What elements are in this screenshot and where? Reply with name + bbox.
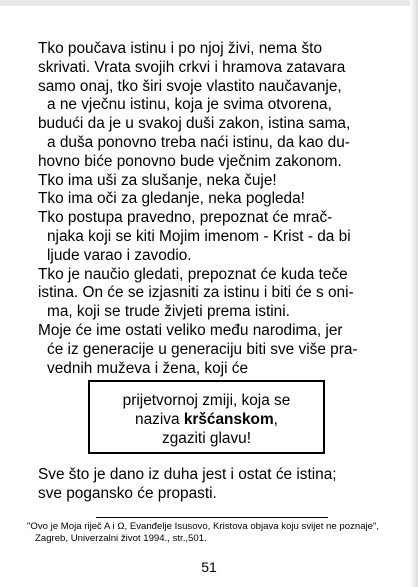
highlight-box: [88, 380, 325, 454]
closing-line: Sve što je dano iz duha jest i ostat će istina;: [38, 466, 337, 483]
footnote-divider: [96, 517, 328, 518]
text-line: vednih muževa i žena, koji će: [47, 359, 249, 377]
page-right-edge: [410, 0, 418, 587]
page-number: 51: [201, 559, 217, 575]
text-line: a duša ponovno treba naći istinu, da kao du-: [47, 133, 350, 151]
box-line-2: [90, 410, 323, 429]
text-line: Tko poučava istinu i po njoj živi, nema što: [38, 40, 323, 57]
text-line: Tko ima oči za gledanje, neka pogleda!: [38, 190, 305, 208]
closing-line: sve pogansko će propasti.: [38, 484, 217, 502]
text-line: ma, koji se trude živjeti prema istini.: [47, 303, 290, 321]
text-line: a ne vječnu istinu, koja je svima otvorena,: [47, 96, 332, 114]
main-text: [38, 40, 380, 378]
text-line: hovno biće ponovno bude vječnim zakonom.: [38, 152, 342, 170]
box-line-2-post: ,: [273, 411, 278, 428]
footnote: [27, 521, 407, 545]
text-line: istina. On će se izjasniti za istinu i biti će s oni-: [38, 284, 354, 302]
closing-text: [38, 466, 388, 504]
text-line: ljude varao i zavodio.: [47, 246, 192, 264]
box-line-1: prijetvornoj zmiji, koja se: [122, 392, 291, 409]
text-line: Tko postupa pravedno, prepoznat će mrač-: [38, 209, 333, 227]
page-top-edge: [0, 0, 418, 6]
text-line: budući da je u svakoj duši zakon, istina sama,: [38, 115, 351, 133]
text-line: Tko ima uši za slušanje, neka čuje!: [38, 171, 277, 189]
text-line: će iz generacije u generaciju biti sve više pra-: [47, 340, 358, 358]
footnote-line: "Ovo je Moja riječ A i Ω, Evanđelje Isusovo, Kristova objava koju svijet ne poznaje",: [27, 521, 380, 532]
text-line: Moje će ime ostati veliko među narodima, jer: [38, 321, 343, 339]
box-emphasis: kršćanskom: [183, 411, 274, 428]
text-line: Tko je naučio gledati, prepoznat će kuda teče: [38, 265, 348, 283]
text-line: skrivati. Vrata svojih crkvi i hramova zatavara: [38, 58, 346, 76]
box-line-3: zgaziti glavu!: [162, 430, 251, 447]
box-line-2-pre: naziva: [135, 411, 184, 428]
text-line: samo onaj, tko širi svoje vlastito naučavanje,: [38, 77, 342, 95]
text-line: njaka koji se kiti Mojim imenom - Krist - da bi: [47, 227, 351, 245]
footnote-line: Zagreb, Univerzalni život 1994., str.,501.: [35, 533, 207, 544]
